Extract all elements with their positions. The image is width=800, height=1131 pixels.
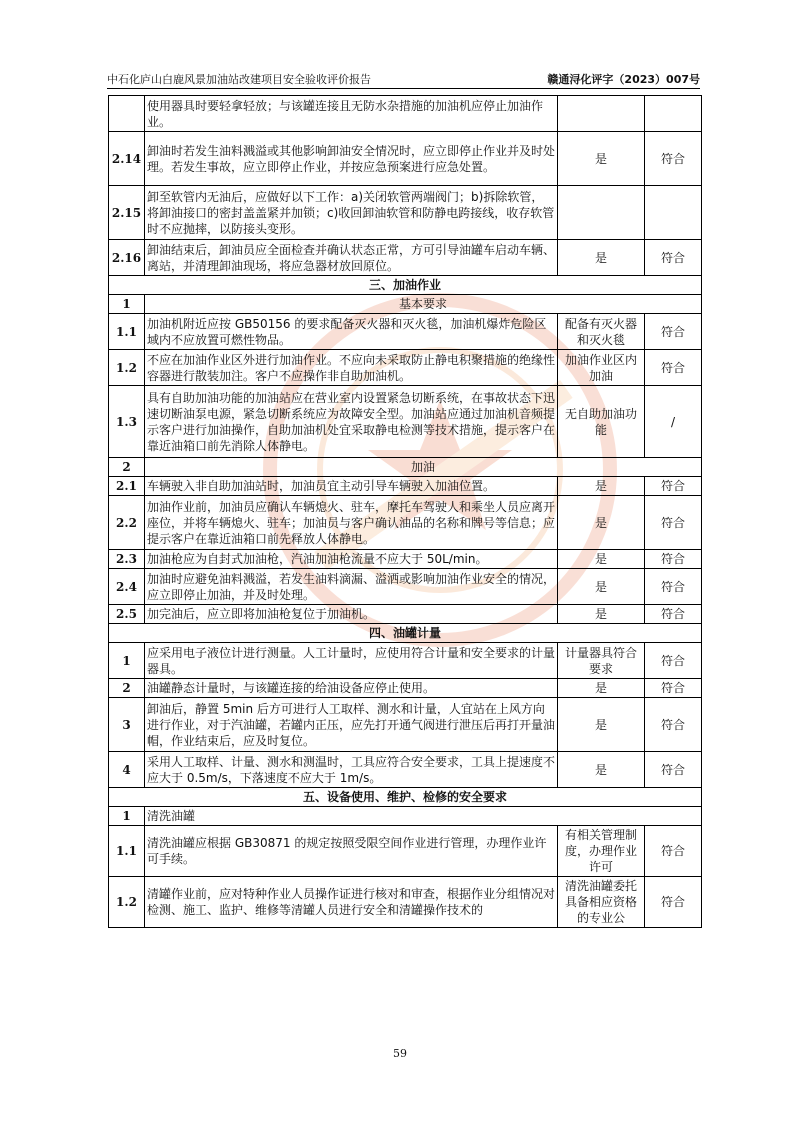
conclusion: 符合: [645, 550, 702, 569]
inspection-result: 是: [558, 240, 645, 276]
item-number: 2: [109, 679, 145, 698]
table-row: [109, 350, 702, 386]
inspection-result: 无自助加油功能: [558, 386, 645, 458]
conclusion: 符合: [645, 496, 702, 550]
section-heading: 四、油罐计量: [109, 624, 702, 643]
table-row: [109, 877, 702, 928]
requirement-text: 卸油后，静置 5min 后方可进行人工取样、测水和计量，人宜站在上风方向进行作业，对于汽油罐，若罐内正压，应先打开通气阀进行泄压后再打开量油帽，作业结束后，应及时复位。: [145, 698, 558, 752]
table-row: [109, 477, 702, 496]
requirement-text: 卸至软管内无油后，应做好以下工作：a)关闭软管两端阀门；b)拆除软管，将卸油接口的密封盖盖紧并加锁；c)收回卸油软管和防静电跨接线，收存软管时不应抛摔，以防接头变形。: [145, 186, 558, 240]
inspection-result: 是: [558, 605, 645, 624]
conclusion: 符合: [645, 350, 702, 386]
inspection-result: 清洗油罐委托具备相应资格的专业公: [558, 877, 645, 928]
item-number: 4: [109, 752, 145, 788]
item-number: 2: [109, 458, 145, 477]
inspection-result: 是: [558, 679, 645, 698]
inspection-result: 是: [558, 698, 645, 752]
requirement-text: 油罐静态计量时，与该罐连接的给油设备应停止使用。: [145, 679, 558, 698]
table-row: [109, 96, 702, 132]
page-number: 59: [393, 1047, 407, 1060]
conclusion: 符合: [645, 752, 702, 788]
item-number: 1: [109, 807, 145, 826]
requirement-text: 卸油时若发生油料溅溢或其他影响卸油安全情况时，应立即停止作业并及时处理。若发生事故，应立即停止作业，并按应急预案进行应急处置。: [145, 132, 558, 186]
requirement-text: 加油机附近应按 GB50156 的要求配备灭火器和灭火毯，加油机爆炸危险区域内不应放置可燃性物品。: [145, 314, 558, 350]
table-row: [109, 295, 702, 314]
conclusion: 符合: [645, 643, 702, 679]
item-number: 1.1: [109, 314, 145, 350]
inspection-result: 是: [558, 752, 645, 788]
inspection-result: 有相关管理制度，办理作业许可: [558, 826, 645, 877]
table-row: [109, 643, 702, 679]
requirement-text: 加油枪应为自封式加油枪，汽油加油枪流量不应大于 50L/min。: [145, 550, 558, 569]
item-number: 1.2: [109, 350, 145, 386]
table-row: [109, 807, 702, 826]
conclusion: 符合: [645, 679, 702, 698]
inspection-result: [558, 96, 645, 132]
table-row: [109, 605, 702, 624]
item-number: 2.1: [109, 477, 145, 496]
table-row: [109, 569, 702, 605]
section-heading-row: [109, 624, 702, 643]
inspection-result: 加油作业区内加油: [558, 350, 645, 386]
conclusion: 符合: [645, 698, 702, 752]
item-number: 2.4: [109, 569, 145, 605]
inspection-result: [558, 186, 645, 240]
table-row: [109, 698, 702, 752]
inspection-result: 是: [558, 496, 645, 550]
conclusion: 符合: [645, 877, 702, 928]
requirement-text: 加完油后，应立即将加油枪复位于加油机。: [145, 605, 558, 624]
requirement-text: 使用器具时要轻拿轻放；与该罐连接且无防水杂措施的加油机应停止加油作业。: [145, 96, 558, 132]
item-number: 1.1: [109, 826, 145, 877]
requirement-text: 卸油结束后，卸油员应全面检查并确认状态正常，方可引导油罐车启动车辆、离站，并清理卸油现场，将应急器材放回原位。: [145, 240, 558, 276]
item-number: 2.14: [109, 132, 145, 186]
requirement-text: 不应在加油作业区外进行加油作业。不应向未采取防止静电积聚措施的绝缘性容器进行散装加注。客户不应操作非自助加油机。: [145, 350, 558, 386]
table-row: [109, 386, 702, 458]
table-row: [109, 826, 702, 877]
inspection-result: 是: [558, 550, 645, 569]
item-number: 1.3: [109, 386, 145, 458]
requirement-text: 清洗油罐应根据 GB30871 的规定按照受限空间作业进行管理，办理作业许可手续。: [145, 826, 558, 877]
conclusion: 符合: [645, 569, 702, 605]
requirement-text: 加油作业前，加油员应确认车辆熄火、驻车，摩托车驾驶人和乘坐人员应离开座位，并将车辆熄火、驻车；加油员与客户确认油品的名称和牌号等信息；应提示客户在靠近油箱口前先释放人体静电。: [145, 496, 558, 550]
conclusion: [645, 96, 702, 132]
inspection-result: 计量器具符合要求: [558, 643, 645, 679]
item-number: 3: [109, 698, 145, 752]
table-row: [109, 458, 702, 477]
report-number: 赣通浔化评字（2023）007号: [547, 73, 700, 86]
section-heading-row: [109, 788, 702, 807]
conclusion: 符合: [645, 314, 702, 350]
inspection-result: 配备有灭火器和灭火毯: [558, 314, 645, 350]
item-number: [109, 96, 145, 132]
item-number: 2.3: [109, 550, 145, 569]
item-number: 2.16: [109, 240, 145, 276]
table-row: [109, 679, 702, 698]
conclusion: 符合: [645, 605, 702, 624]
requirement-text: 加油时应避免油料溅溢，若发生油料滴漏、溢洒或影响加油作业安全的情况，应立即停止加油，并及时处理。: [145, 569, 558, 605]
section-heading: 五、设备使用、维护、检修的安全要求: [109, 788, 702, 807]
table-row: [109, 752, 702, 788]
report-title: 中石化庐山白鹿风景加油站改建项目安全验收评价报告: [107, 73, 371, 86]
conclusion: /: [645, 386, 702, 458]
subsection-title: 加油: [145, 458, 702, 477]
table-row: [109, 314, 702, 350]
requirement-text: 采用人工取样、计量、测水和测温时，工具应符合安全要求，工具上提速度不应大于 0.5m/s，下落速度不应大于 1m/s。: [145, 752, 558, 788]
subsection-title: 清洗油罐: [145, 807, 702, 826]
page-header: [107, 70, 700, 89]
conclusion: [645, 186, 702, 240]
item-number: 1: [109, 295, 145, 314]
item-number: 2.2: [109, 496, 145, 550]
conclusion: 符合: [645, 132, 702, 186]
table-row: [109, 132, 702, 186]
item-number: 1: [109, 643, 145, 679]
table-row: [109, 240, 702, 276]
subsection-title: 基本要求: [145, 295, 702, 314]
conclusion: 符合: [645, 477, 702, 496]
table-row: [109, 550, 702, 569]
inspection-result: 是: [558, 477, 645, 496]
item-number: 2.5: [109, 605, 145, 624]
section-heading-row: [109, 276, 702, 295]
inspection-result: 是: [558, 132, 645, 186]
item-number: 1.2: [109, 877, 145, 928]
item-number: 2.15: [109, 186, 145, 240]
safety-checklist-table: [108, 95, 702, 928]
section-heading: 三、加油作业: [109, 276, 702, 295]
table-row: [109, 186, 702, 240]
table-row: [109, 496, 702, 550]
conclusion: 符合: [645, 240, 702, 276]
requirement-text: 车辆驶入非自助加油站时，加油员宜主动引导车辆驶入加油位置。: [145, 477, 558, 496]
requirement-text: 具有自助加油功能的加油站应在营业室内设置紧急切断系统，在事故状态下迅速切断油泵电源，紧急切断系统应为故障安全型。加油站应通过加油机音频提示客户进行加油操作，自助加油机处宜采取静电检测等技术措施，提示客户在靠近油箱口前先消除人体静电。: [145, 386, 558, 458]
inspection-result: 是: [558, 569, 645, 605]
conclusion: 符合: [645, 826, 702, 877]
requirement-text: 应采用电子液位计进行测量。人工计量时，应使用符合计量和安全要求的计量器具。: [145, 643, 558, 679]
requirement-text: 清罐作业前，应对特种作业人员操作证进行核对和审查，根据作业分组情况对检测、施工、监护、维修等清罐人员进行安全和清罐操作技术的: [145, 877, 558, 928]
